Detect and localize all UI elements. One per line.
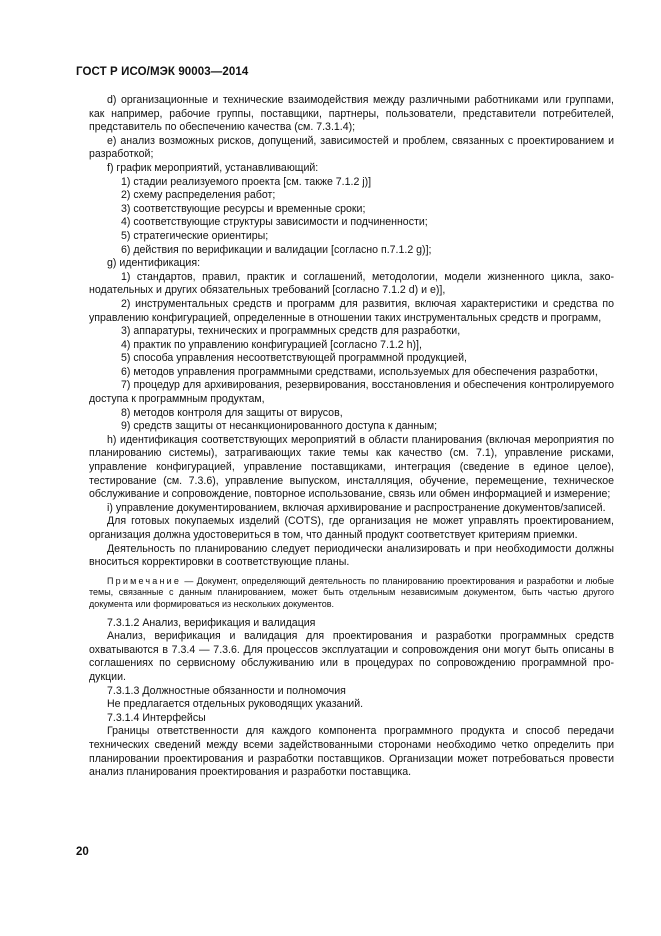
list-item: 3) соответствующие ресурсы и временные сроки; (121, 202, 366, 215)
list-item: 7) процедур для архивирования, резервирования, восстановления и обеспечения контролируемого доступа к программным продуктам, (89, 379, 614, 406)
paragraph-item-i: i) управление документированием, включая архивирование и распространение документов/записей. (107, 501, 606, 514)
section-text: Не предлагается отдельных руководящих указаний. (107, 698, 364, 711)
document-body (89, 94, 614, 780)
section-heading: 7.3.1.4 Интерфейсы (107, 711, 206, 724)
note (89, 576, 614, 611)
list-item: 1) стандартов, правил, практик и соглашений, методологии, модели жизненного цикла, законодательных и других обязательных требований [согласно 7.1.2 d) и е)], (89, 270, 614, 297)
section-text: Границы ответственности для каждого компонента программного продукта и способ передачи технических сведений между всеми задействованными сторонами необходимо четко определить при планировании проектирования и разработки поставщиков. Организации может потребоваться провести анализ планирования проектирования и разработки поставщика. (89, 725, 614, 779)
list-item: 9) средств защиты от несанкционированного доступа к данным; (121, 420, 438, 433)
list-item: 2) схему распределения работ; (121, 189, 276, 202)
list-item: 4) соответствующие структуры зависимости и подчиненности; (121, 216, 428, 229)
list-item: 1) стадии реализуемого проекта [см. также 7.1.2 j)] (121, 175, 372, 188)
paragraph-item-f: f) график мероприятий, устанавливающий: (107, 161, 319, 174)
list-item: 2) инструментальных средств и программ для развития, включая характеристики и средства по управлению конфигурацией, определенные в отношении таких инструментальных средств и программ, (89, 297, 614, 324)
list-item: 6) методов управления программными средствами, используемых для обеспечения разработки, (121, 365, 598, 378)
paragraph-item-g: g) идентификация: (107, 257, 201, 270)
list-item: 8) методов контроля для защиты от вирусов, (121, 406, 343, 419)
list-item: 4) практик по управлению конфигурацией [согласно 7.1.2 h)], (121, 338, 422, 351)
paragraph-cots: Для готовых покупаемых изделий (COTS), где организация не может управлять проектированием, организация должна удостовериться в том, что данный продукт соответствует критериям приемки. (89, 515, 614, 541)
list-item: 6) действия по верификации и валидации [согласно п.7.1.2 g)]; (121, 243, 432, 256)
list-item: 5) способа управления несоответствующей программной продукцией, (121, 352, 467, 365)
section-text: Анализ, верификация и валидация для проектирования и разработки программных средств охватываются в 7.3.4 — 7.3.6. Для процессов эксплуатации и сопровождения они могут быть описаны в соглашениях по сервисному обслуживанию или в процедурах по сопровождению программной продукции. (89, 630, 614, 683)
note-label: Примечание (107, 575, 182, 586)
section-heading: 7.3.1.3 Должностные обязанности и полномочия (107, 684, 346, 697)
paragraph-item-e: e) анализ возможных рисков, допущений, зависимостей и проблем, связанных с проектированием и разработкой; (89, 134, 614, 161)
document-header: ГОСТ Р ИСО/МЭК 90003—2014 (76, 66, 249, 78)
note-text: — Документ, определяющий деятельность по планированию проектирования и разработки и любые темы, связанные с данным планированием, может быть отдельным независимым документом, быть частью другого документа или формироваться из нескольких документов. (89, 575, 614, 609)
page-number: 20 (76, 846, 89, 858)
paragraph-item-h: h) идентификация соответствующих мероприятий в области планирования (включая мероприятия по планированию системы), затрагивающих такие темы как качество (см. 7.1), управление рисками, управление конфигурацией, управление поставщиками, интеграция (сведение в единое целое), тестирование (см. 7.3.6), управление выпуском, инсталляция, обучение, перемещение, техническое обслуживание и сопровождение, повторное использование, связь или обмен информацией и измерение; (89, 433, 614, 501)
section-heading: 7.3.1.2 Анализ, верификация и валидация (107, 616, 316, 629)
list-item: 3) аппаратуры, технических и программных средств для разработки, (121, 325, 461, 338)
paragraph-planning-review: Деятельность по планированию следует периодически анализировать и при необходимости должны вноситься корректировки в соответствующие планы. (89, 542, 614, 569)
paragraph-item-d: d) организационные и технические взаимодействия между различными работниками или группами, как например, рабочие группы, поставщики, партнеры, пользователи, представители потребителей, представитель по обеспечению качества (см. 7.3.1.4); (89, 94, 614, 134)
list-item: 5) стратегические ориентиры; (121, 229, 269, 242)
